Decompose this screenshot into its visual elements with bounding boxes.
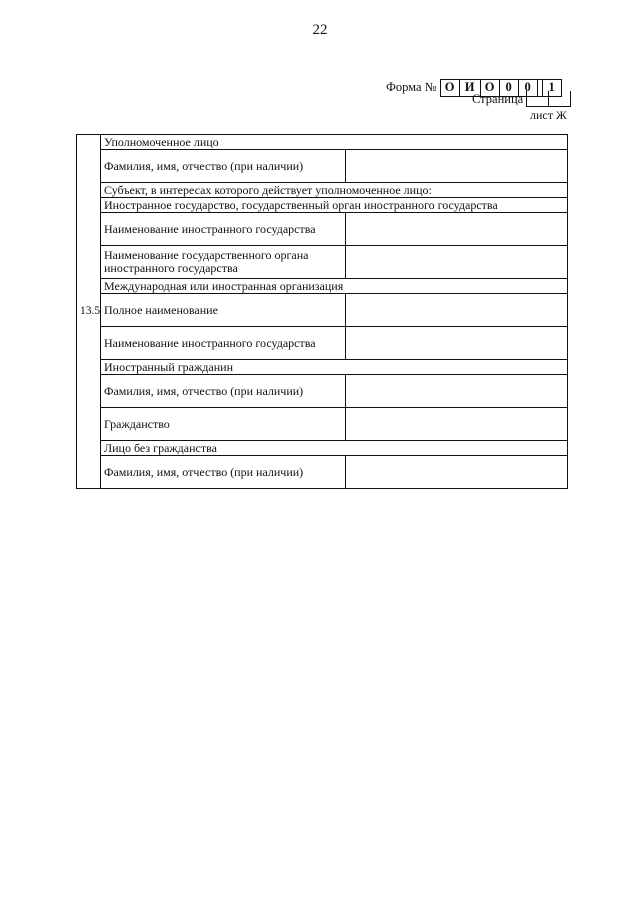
page-digit-box[interactable]: [527, 91, 549, 106]
section-header: Иностранное государство, государственный орган иностранного государства: [101, 198, 568, 213]
form-table: [76, 134, 568, 489]
field-label: Фамилия, имя, отчество (при наличии): [101, 456, 346, 489]
field-value[interactable]: [346, 408, 568, 441]
field-label: Полное наименование: [101, 294, 346, 327]
section-header: Международная или иностранная организация: [101, 279, 568, 294]
field-value[interactable]: [346, 246, 568, 279]
form-number-label: Форма №: [386, 80, 437, 94]
form-code-cell: О: [481, 80, 500, 97]
page-number: 22: [312, 22, 328, 38]
page-field: [472, 91, 571, 107]
page-field-label: Страница: [472, 92, 524, 106]
section-header: Субъект, в интересах которого действует уполномоченное лицо:: [101, 183, 568, 198]
field-value[interactable]: [346, 213, 568, 246]
field-value[interactable]: [346, 294, 568, 327]
section-header: Лицо без гражданства: [101, 441, 568, 456]
field-value[interactable]: [346, 456, 568, 489]
form-code-cell: О: [441, 80, 460, 97]
field-label: Гражданство: [101, 408, 346, 441]
field-value[interactable]: [346, 150, 568, 183]
section-number: 13.5: [77, 135, 101, 489]
section-header: Уполномоченное лицо: [101, 135, 568, 150]
field-label: Фамилия, имя, отчество (при наличии): [101, 375, 346, 408]
field-value[interactable]: [346, 327, 568, 360]
form-code-cell: 1: [543, 80, 562, 97]
form-code-cell: 0: [500, 80, 519, 97]
field-label: Наименование государственного органа иностранного государства: [101, 246, 346, 279]
page-digit-box[interactable]: [549, 91, 571, 106]
sheet-label: лист Ж: [530, 108, 567, 122]
field-label: Фамилия, имя, отчество (при наличии): [101, 150, 346, 183]
form-code-cell: 0: [519, 80, 538, 97]
field-label: Наименование иностранного государства: [101, 327, 346, 360]
field-label: Наименование иностранного государства: [101, 213, 346, 246]
form-code-cell: И: [460, 80, 481, 97]
section-header: Иностранный гражданин: [101, 360, 568, 375]
page-field-boxes[interactable]: [526, 91, 571, 107]
field-value[interactable]: [346, 375, 568, 408]
